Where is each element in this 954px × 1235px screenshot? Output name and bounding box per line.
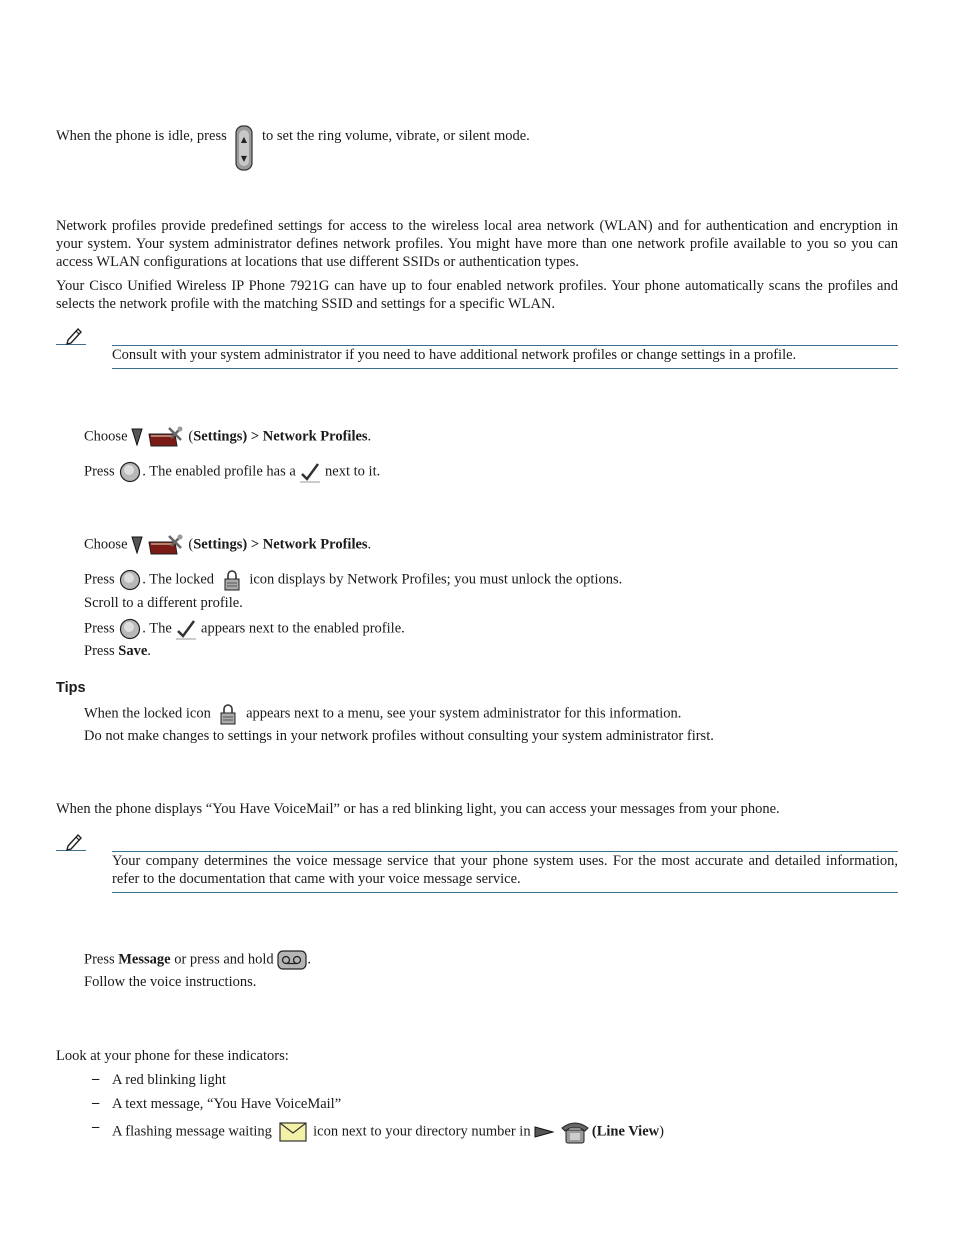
voicemail-key-icon: [277, 949, 307, 971]
change-step-scroll: Scroll to a different profile.: [84, 595, 243, 611]
lock-icon: [216, 703, 240, 725]
tip-consult-admin: Do not make changes to settings in your network profiles without consulting your system administrator first.: [84, 728, 714, 744]
indicators-intro: Look at your phone for these indicators:: [56, 1048, 289, 1064]
indicator-text-message: A text message, “You Have VoiceMail”: [112, 1096, 342, 1112]
nav-right-icon: [534, 1126, 554, 1138]
select-button-icon: [118, 569, 142, 591]
tip-locked-icon: When the locked icon appears next to a menu, see your system administrator for this information.: [84, 703, 681, 725]
envelope-icon: [279, 1122, 307, 1142]
indicator-message-waiting: A flashing message waiting icon next to your directory number in (Line View): [112, 1119, 664, 1145]
settings-toolbox-icon: [147, 426, 185, 448]
select-button-icon: [118, 461, 142, 483]
list-dash: –: [92, 1095, 100, 1111]
checkmark-icon: [299, 461, 321, 483]
voicemail-step-press: Press Message or press and hold .: [84, 949, 311, 971]
settings-toolbox-icon: [147, 534, 185, 556]
change-step-save: Press Save.: [84, 643, 151, 659]
change-step-press-enable: Press . The appears next to the enabled profile.: [84, 618, 405, 640]
network-profiles-capacity: Your Cisco Unified Wireless IP Phone 7921G can have up to four enabled network profiles. Your phone automatically scans the profiles and selects the network profile with the matching SSID and settings for a specific WLAN.: [56, 278, 898, 312]
voicemail-step-follow: Follow the voice instructions.: [84, 974, 257, 990]
voicemail-intro: When the phone displays “You Have VoiceMail” or has a red blinking light, you can access your messages from your phone.: [56, 801, 780, 817]
select-button-icon: [118, 618, 142, 640]
checkmark-icon: [175, 618, 197, 640]
view-step-choose: Choose (Settings) > Network Profiles.: [84, 426, 371, 448]
line-view-phone-icon: [558, 1119, 592, 1145]
list-dash: –: [92, 1071, 100, 1087]
lock-icon: [220, 569, 244, 591]
note-additional-profiles: Consult with your system administrator if you need to have additional network profiles or change settings in a profile.: [112, 347, 797, 363]
note-voice-message-service: Your company determines the voice message service that your phone system uses. For the most accurate and detailed information, refer to the documentation that came with your voice message service.: [112, 853, 898, 887]
view-step-press: Press . The enabled profile has a next to it.: [84, 461, 380, 483]
indicator-red-light: A red blinking light: [112, 1072, 226, 1088]
note-bottom-rule: [112, 892, 898, 893]
nav-down-icon: [131, 428, 143, 446]
change-step-choose: Choose (Settings) > Network Profiles.: [84, 534, 371, 556]
ring-volume-line: When the phone is idle, press ▲ ▼ to set the ring volume, vibrate, or silent mode.: [56, 127, 530, 171]
change-step-press-locked: Press . The locked icon displays by Network Profiles; you must unlock the options.: [84, 569, 622, 591]
list-dash: –: [92, 1119, 100, 1135]
volume-button-icon: [234, 125, 254, 171]
svg-text:▼: ▼: [241, 154, 248, 163]
note-bottom-rule: [112, 368, 898, 369]
note-pencil-icon: [56, 832, 86, 852]
tips-heading: Tips: [56, 680, 86, 696]
nav-down-icon: [131, 536, 143, 554]
network-profiles-intro: Network profiles provide predefined settings for access to the wireless local area network (WLAN) and for authentication and encryption in your system. Your system administrator defines network profiles. You might have more than one network profile available to you so you can access WLAN configurations at locations that use different SSIDs or authentication types.: [56, 218, 898, 270]
svg-text:▲: ▲: [241, 135, 248, 144]
note-pencil-icon: [56, 326, 86, 346]
